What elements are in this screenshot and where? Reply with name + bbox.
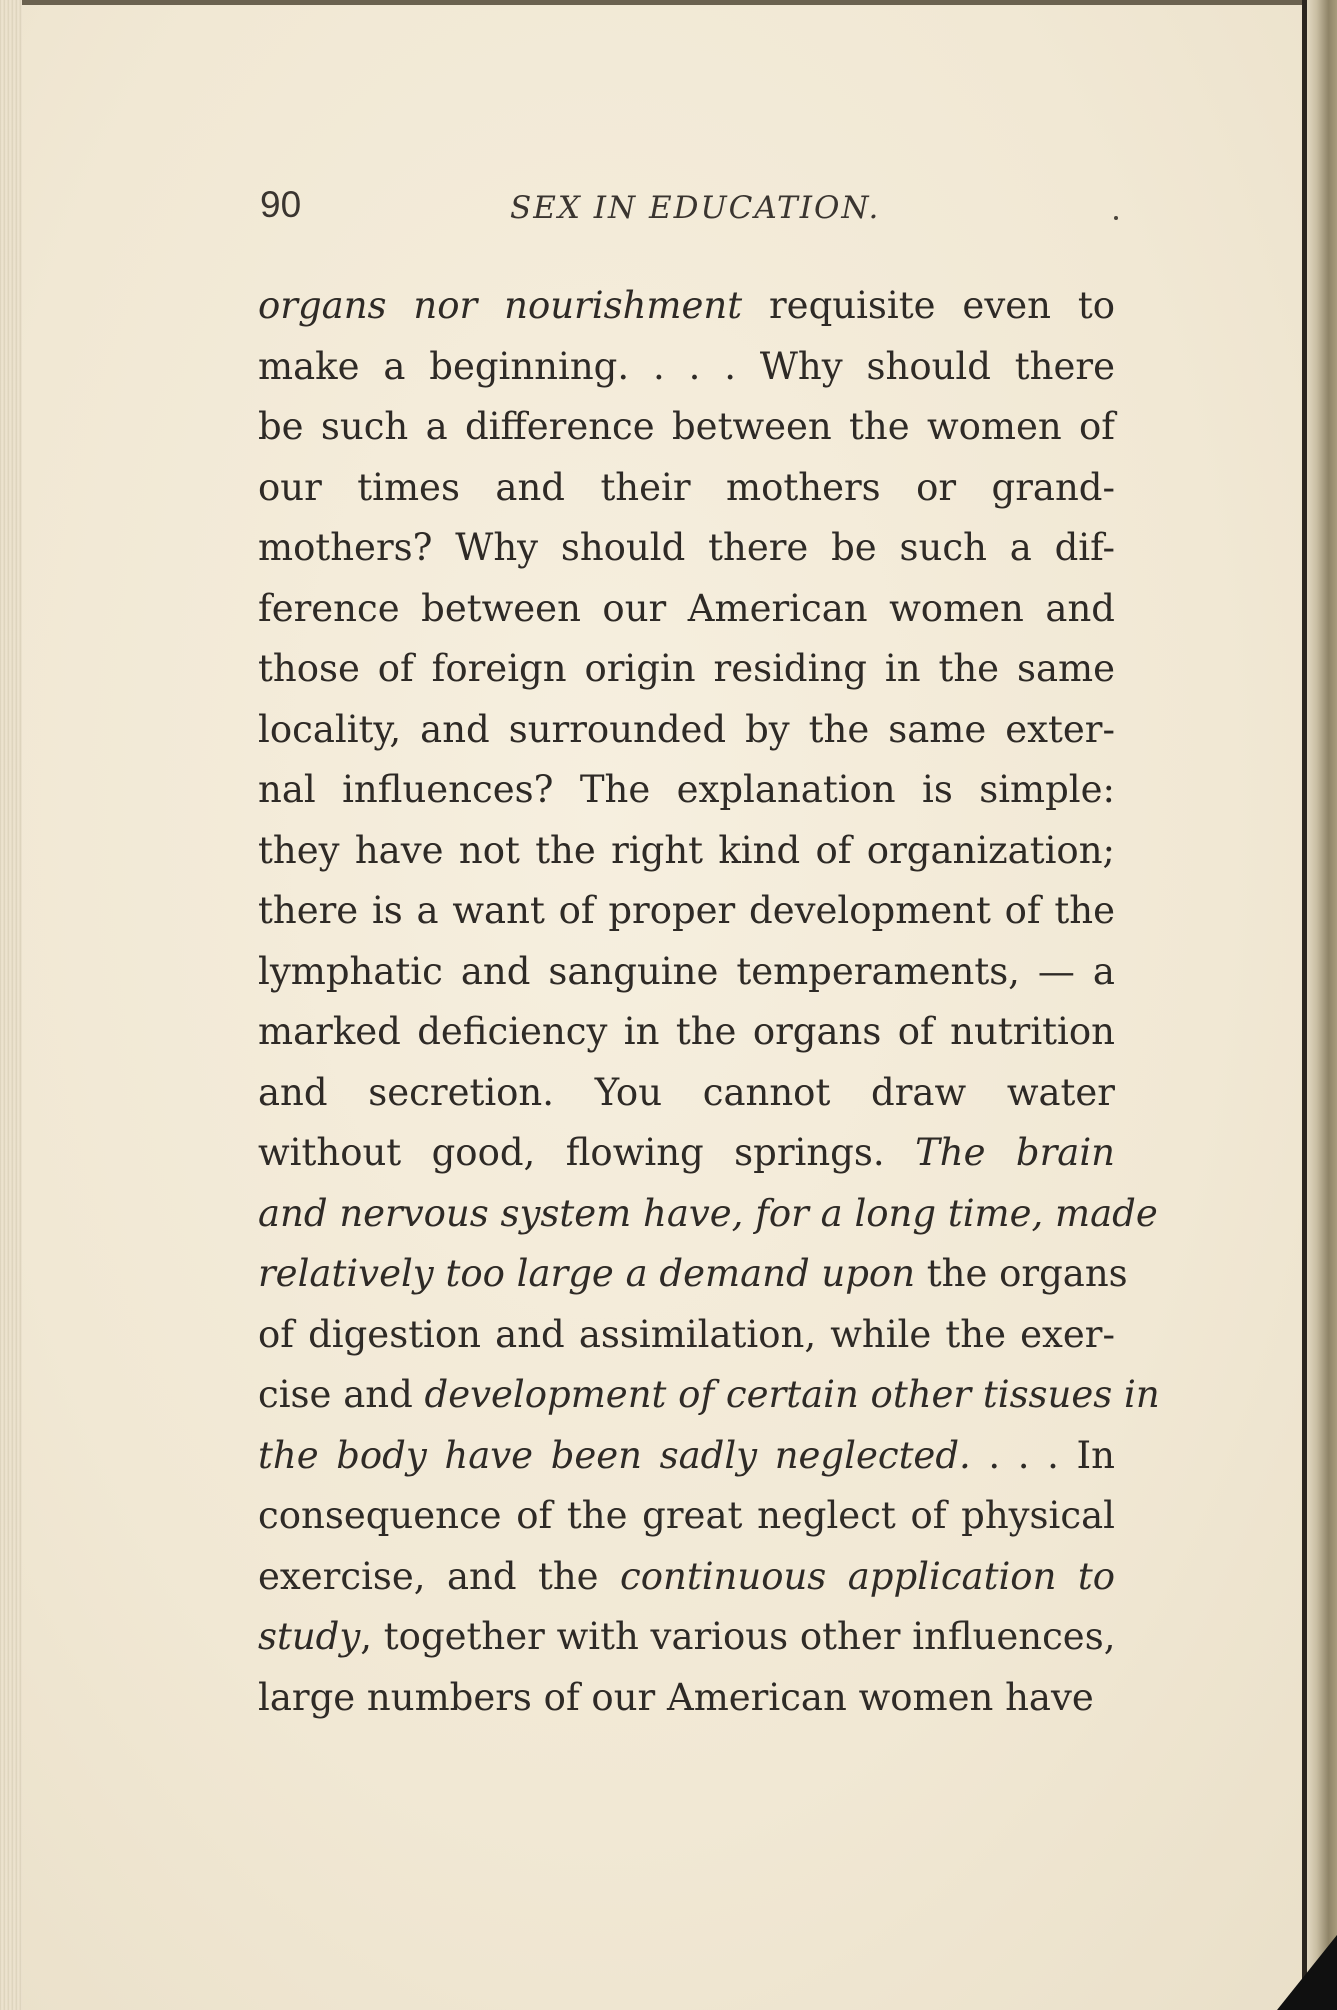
text-line: [258, 1547, 1115, 1608]
text-segment: our times and their mothers or grand-: [258, 465, 1115, 509]
text-line: [258, 639, 1115, 700]
italic-text-segment: study: [258, 1615, 361, 1658]
text-segment: ference between our American women and: [258, 586, 1115, 630]
text-segment: and secretion. You cannot draw water: [258, 1070, 1115, 1114]
text-segment: make a beginning. . . . Why should there: [258, 344, 1115, 388]
text-segment: requisite even to: [742, 284, 1115, 327]
text-segment: mothers? Why should there be such a dif-: [258, 526, 1115, 569]
italic-text-segment: continuous application to: [620, 1554, 1115, 1598]
text-line: [258, 1486, 1115, 1547]
text-line: [258, 1365, 1160, 1426]
text-segment: marked deficiency in the organs of nutrition: [258, 1010, 1115, 1053]
text-line: [258, 579, 1115, 640]
text-segment: large numbers of our American women have: [258, 1675, 1094, 1719]
text-segment: those of foreign origin residing in the same: [258, 647, 1115, 690]
text-line: [258, 458, 1115, 519]
ink-dot: [1114, 216, 1118, 220]
text-segment: lymphatic and sanguine temperaments, — a: [258, 949, 1115, 993]
text-segment: . . . In: [970, 1433, 1115, 1477]
text-line: [258, 1063, 1115, 1124]
text-segment: they have not the right kind of organization;: [258, 828, 1115, 872]
italic-text-segment: the body have been sadly neglected.: [258, 1433, 971, 1477]
text-segment: cise and: [258, 1373, 425, 1416]
italic-text-segment: and nervous system have, for a long time, made: [258, 1191, 1158, 1235]
text-segment: there is a want of proper development of the: [258, 889, 1115, 932]
text-segment: locality, and surrounded by the same exter-: [258, 707, 1115, 751]
text-line: [258, 1002, 1115, 1063]
running-head: SEX IN EDUCATION.: [510, 190, 881, 226]
text-line: [258, 397, 1115, 458]
text-segment: , together with various other influences,: [360, 1615, 1116, 1658]
text-segment: be such a difference between the women of: [258, 405, 1115, 448]
italic-text-segment: organs nor nourishment: [258, 284, 743, 327]
top-border: [0, 0, 1337, 5]
text-line: [258, 337, 1115, 398]
text-segment: nal influences? The explanation is simple:: [258, 768, 1115, 811]
text-line: [258, 276, 1115, 337]
text-line: [258, 942, 1115, 1003]
text-line: [258, 821, 1115, 882]
page-number: 90: [260, 184, 302, 225]
page-corner: [1277, 1935, 1337, 2010]
italic-text-segment: development of certain other tissues in: [424, 1373, 1160, 1416]
text-line: [258, 518, 1115, 579]
text-line: [258, 1244, 1128, 1305]
text-segment: consequence of the great neglect of physical: [258, 1494, 1115, 1537]
italic-text-segment: relatively too large a demand upon: [258, 1252, 916, 1295]
text-line: [258, 1123, 1115, 1184]
text-line: [258, 1426, 1115, 1487]
text-line: [258, 881, 1115, 942]
right-page-edge: [1303, 0, 1337, 2010]
text-line: [258, 1305, 1115, 1366]
text-line: [258, 1668, 1115, 1729]
text-line: [258, 700, 1115, 761]
text-line: [258, 760, 1115, 821]
text-segment: of digestion and assimilation, while the exer-: [258, 1312, 1115, 1356]
text-line: [258, 1607, 1115, 1668]
text-segment: without good, flowing springs.: [258, 1131, 916, 1174]
text-line: [258, 1184, 1158, 1245]
page-header: [0, 180, 1337, 240]
text-segment: the organs: [915, 1252, 1128, 1295]
text-segment: exercise, and the: [258, 1554, 621, 1598]
body-text: [258, 276, 1160, 1728]
left-page-edge: [0, 0, 22, 2010]
italic-text-segment: The brain: [915, 1131, 1116, 1174]
binding-line: [1302, 0, 1307, 2010]
